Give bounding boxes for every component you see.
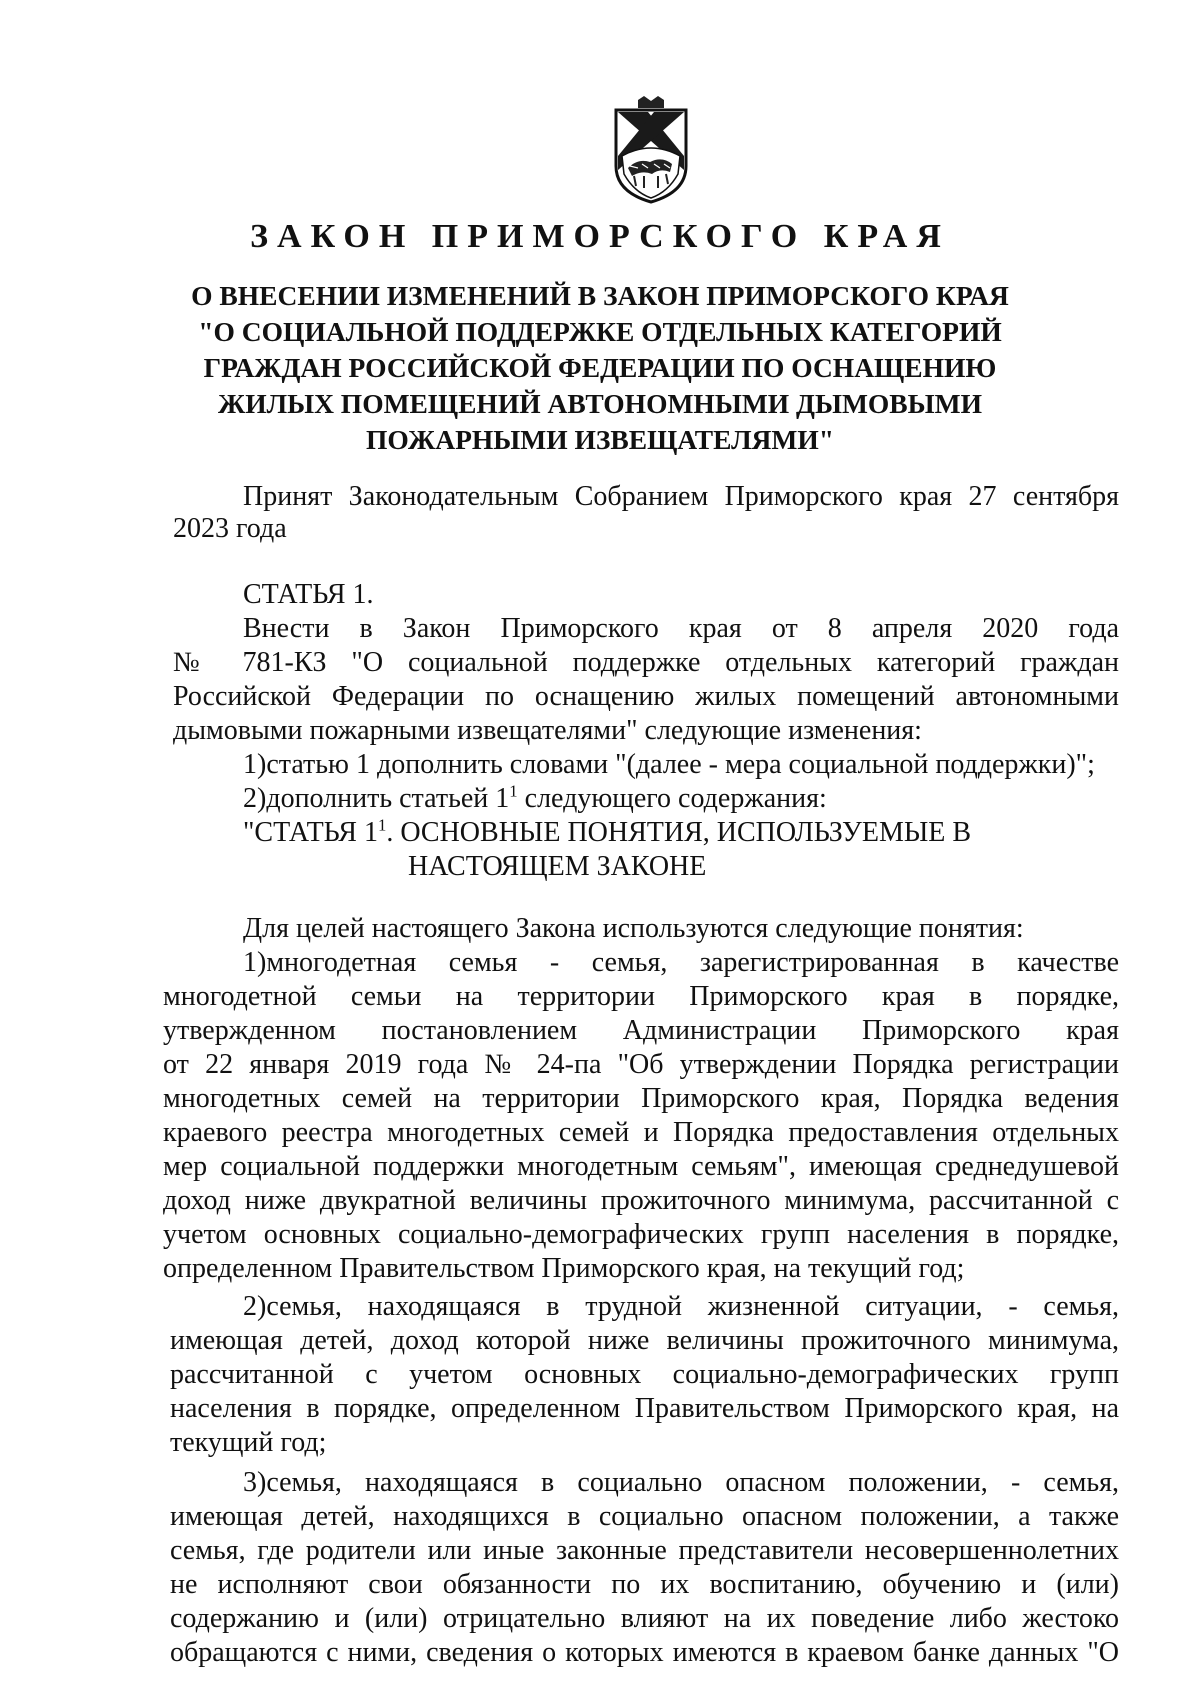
definitions-intro: Для целей настоящего Закона используются следующие понятия:	[243, 913, 1024, 944]
definition-2-text: населения в порядке, определенном Правительством Приморского края, на	[170, 1393, 1119, 1424]
definition-1-text: от 22 января 2019 года № 24-па "Об утверждении Порядка регистрации	[163, 1049, 1119, 1080]
law-subtitle	[0, 278, 1200, 458]
subtitle-line: ЖИЛЫХ ПОМЕЩЕНИЙ АВТОНОМНЫМИ ДЫМОВЫМИ	[218, 388, 982, 419]
definition-1-text: доход ниже двукратной величины прожиточного минимума, рассчитанной с	[163, 1185, 1119, 1216]
definition-1-text: многодетной семьи на территории Приморского края в порядке,	[163, 981, 1119, 1012]
definition-1-text: определенном Правительством Приморского края, на текущий год;	[163, 1253, 965, 1284]
definition-3-text: не исполняют свои обязанности по их воспитанию, обучению и (или)	[170, 1569, 1119, 1600]
definition-3-text: 3)семья, находящаяся в социально опасном положении, - семья,	[243, 1467, 1119, 1498]
definition-3-text: обращаются с ними, сведения о которых имеются в краевом банке данных "О	[170, 1637, 1119, 1668]
subtitle-line: ГРАЖДАН РОССИЙСКОЙ ФЕДЕРАЦИИ ПО ОСНАЩЕНИЮ	[203, 352, 997, 383]
definition-3-text: содержанию и (или) отрицательно влияют на их поведение либо жестоко	[170, 1603, 1119, 1634]
article-text: Внести в Закон Приморского края от 8 апреля 2020 года	[243, 613, 1119, 644]
article-text: № 781-КЗ "О социальной поддержке отдельных категорий граждан	[173, 647, 1119, 678]
amendment-item-2: 2)дополнить статьей $1^1$ следующего содержания:	[243, 781, 827, 814]
definition-2-text: имеющая детей, доход которой ниже величины прожиточного минимума,	[170, 1325, 1119, 1356]
law-title: ЗАКОН ПРИМОРСКОГО КРАЯ	[250, 218, 950, 255]
definition-2-text: текущий год;	[170, 1427, 327, 1458]
definition-1-text: учетом основных социально-демографических групп населения в порядке,	[163, 1219, 1119, 1250]
definition-1-text: 1)многодетная семья - семья, зарегистрированная в качестве	[243, 947, 1119, 978]
definition-1-text: краевого реестра многодетных семей и Порядка предоставления отдельных	[163, 1117, 1119, 1148]
definition-1-text: мер социальной поддержки многодетным семьям", имеющая среднедушевой	[163, 1151, 1119, 1182]
definition-1-text: многодетных семей на территории Приморского края, Порядка ведения	[163, 1083, 1119, 1114]
definition-3-text: имеющая детей, находящихся в социально опасном положении, а также	[170, 1501, 1119, 1532]
subtitle-line: "О СОЦИАЛЬНОЙ ПОДДЕРЖКЕ ОТДЕЛЬНЫХ КАТЕГОРИЙ	[198, 316, 1002, 347]
article-text: дымовыми пожарными извещателями" следующие изменения:	[173, 715, 922, 746]
adoption-text-cont: 2023 года	[173, 513, 287, 544]
article-text: Российской Федерации по оснащению жилых помещений автономными	[173, 681, 1119, 712]
definition-2-text: 2)семья, находящаяся в трудной жизненной ситуации, - семья,	[243, 1291, 1119, 1322]
new-article-heading-cont: НАСТОЯЩЕМ ЗАКОНЕ	[408, 851, 707, 882]
definition-1-text: утвержденном постановлением Администрации Приморского края	[163, 1015, 1119, 1046]
subtitle-line: О ВНЕСЕНИИ ИЗМЕНЕНИЙ В ЗАКОН ПРИМОРСКОГО КРАЯ	[191, 280, 1009, 311]
new-article-heading: "СТАТЬЯ $1^1$. ОСНОВНЫЕ ПОНЯТИЯ, ИСПОЛЬЗУЕМЫЕ В	[243, 815, 972, 848]
definition-2-text: рассчитанной с учетом основных социально-демографических групп	[170, 1359, 1119, 1390]
article-heading: СТАТЬЯ 1.	[243, 579, 374, 610]
adoption-text: Принят Законодательным Собранием Приморского края 27 сентября	[243, 481, 1119, 512]
subtitle-line: ПОЖАРНЫМИ ИЗВЕЩАТЕЛЯМИ"	[365, 424, 835, 455]
coat-of-arms-icon	[608, 96, 694, 204]
amendment-item-1: 1)статью 1 дополнить словами "(далее - мера социальной поддержки)";	[243, 749, 1095, 780]
definition-3-text: семья, где родители или иные законные представители несовершеннолетних	[170, 1535, 1119, 1566]
